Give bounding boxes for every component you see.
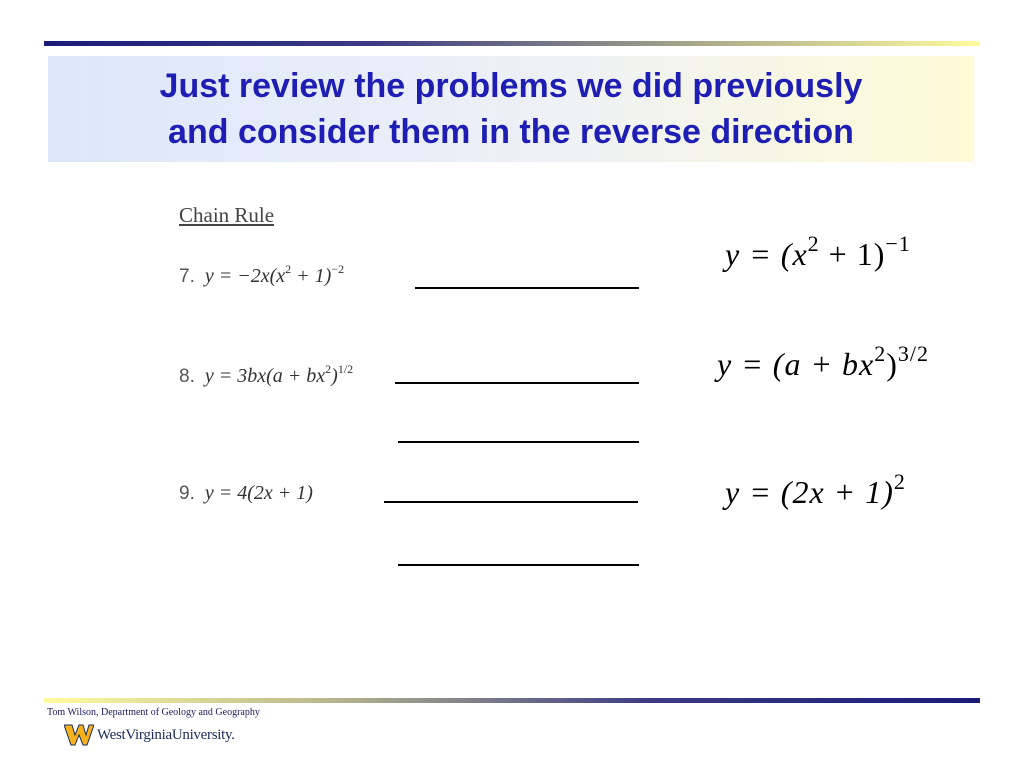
exponent: −2 (331, 262, 345, 276)
exponent: −1 (885, 231, 911, 256)
university-name: WestVirginiaUniversity. (97, 726, 235, 743)
problem-expression: y = −2x(x (204, 265, 286, 287)
answer-blank[interactable] (398, 564, 639, 566)
exponent: 3/2 (897, 341, 930, 366)
top-decorative-bar (44, 41, 980, 46)
exponent: 2 (893, 469, 906, 494)
exponent: 1/2 (337, 362, 354, 376)
answer-expression: + 1) (819, 236, 886, 272)
problem-expression: + 1) (291, 265, 332, 287)
answer-expression: ) (886, 346, 898, 382)
answer-9 (725, 469, 906, 511)
answer-expression: y = (a + bx (717, 346, 875, 382)
answer-blank[interactable] (384, 501, 638, 503)
wvu-logo (64, 723, 235, 747)
flying-wv-icon (64, 723, 94, 747)
problem-number: 7. (179, 266, 195, 287)
exponent: 2 (285, 262, 292, 276)
title-line-2: and consider them in the reverse direction (168, 113, 854, 151)
answer-8 (717, 341, 930, 383)
problem-7 (179, 262, 345, 288)
title-line-1: Just review the problems we did previously (159, 67, 863, 105)
bottom-decorative-bar (44, 698, 980, 703)
exponent: 2 (807, 231, 820, 256)
problem-expression: y = 4(2x + 1) (204, 482, 313, 504)
answer-blank[interactable] (415, 287, 639, 289)
problem-expression: y = 3bx(a + bx (204, 365, 326, 387)
answer-blank[interactable] (395, 382, 639, 384)
answer-expression: y = (2x + 1) (725, 474, 894, 510)
title-banner (48, 56, 974, 162)
problem-9 (179, 482, 313, 505)
problem-number: 9. (179, 483, 195, 504)
slide-title (160, 63, 863, 155)
answer-7 (725, 231, 911, 273)
answer-expression: y = (x (725, 236, 808, 272)
problem-expression: ) (331, 365, 338, 387)
answer-blank[interactable] (398, 441, 639, 443)
worksheet-heading: Chain Rule (179, 203, 275, 227)
footer-credit: Tom Wilson, Department of Geology and Geography (47, 707, 260, 718)
exponent: 2 (874, 341, 887, 366)
problem-number: 8. (179, 366, 195, 387)
problem-8 (179, 362, 354, 388)
exponent: 2 (325, 362, 332, 376)
